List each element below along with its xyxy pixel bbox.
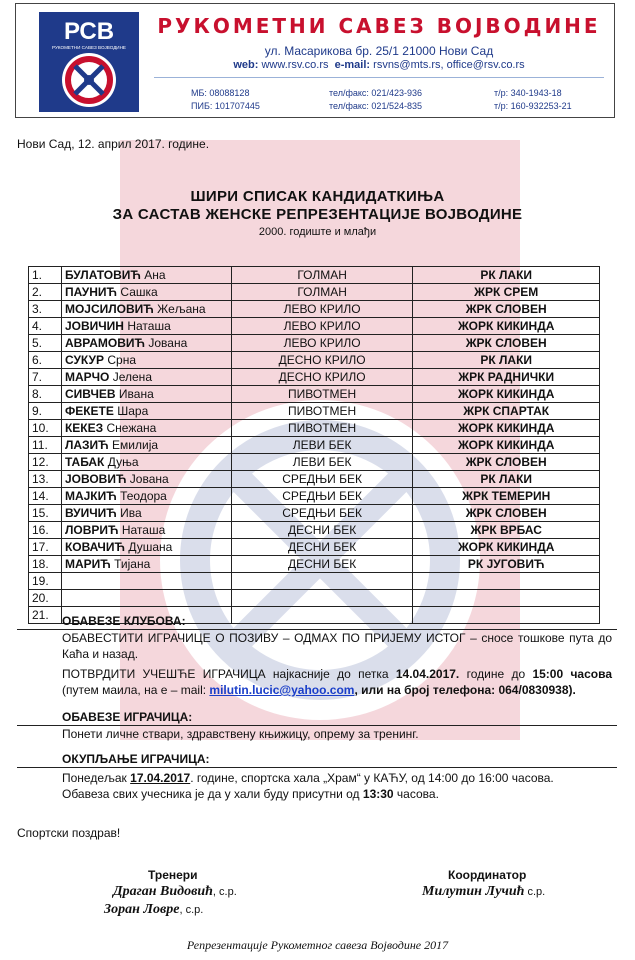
player-position-value: СРЕДЊИ БЕК [282, 506, 362, 520]
org-name: РУКОМЕТНИ САВЕЗ ВОЈВОДИНЕ [157, 14, 601, 38]
clubs-obligations-title: ОБАВЕЗЕ КЛУБОВА: [62, 614, 186, 628]
player-name [61, 522, 231, 539]
player-position-value: ГОЛМАН [297, 285, 347, 299]
player-position-value: ЛЕВИ БЕК [292, 438, 352, 452]
player-club-value: ЖРК РАДНИЧКИ [458, 370, 555, 384]
player-surname: ЛАЗИЋ [64, 438, 109, 452]
row-number-value: 19. [32, 574, 49, 588]
player-club [413, 437, 600, 454]
player-position-value: ПИВОТМЕН [288, 387, 357, 401]
confirm-time: 15:00 часова [532, 667, 612, 681]
gathering-line-2 [62, 786, 612, 802]
table-row [29, 420, 600, 437]
row-number-value: 17. [32, 540, 49, 554]
player-club [413, 590, 600, 607]
row-number-value: 10. [32, 421, 49, 435]
mb-number: МБ: 08088128 [191, 88, 250, 98]
row-number [29, 420, 62, 437]
player-club [413, 522, 600, 539]
row-number-value: 1. [32, 268, 43, 282]
player-club [413, 352, 600, 369]
clubs-obligation-confirm [62, 666, 612, 698]
player-first-name: Сашка [120, 285, 158, 299]
row-number [29, 607, 62, 624]
player-club-value: ЖРК СЛОВЕН [465, 506, 547, 520]
row-number [29, 437, 62, 454]
player-club [413, 335, 600, 352]
coordinator-name: Милутин Лучић [422, 884, 525, 899]
email-value[interactable]: rsvns@mts.rs, office@rsv.co.rs [373, 59, 525, 71]
player-club-value: ЖРК СПАРТАК [463, 404, 550, 418]
player-club [413, 471, 600, 488]
player-club [413, 403, 600, 420]
row-number-value: 9. [32, 404, 43, 418]
player-name [61, 437, 231, 454]
player-first-name: Јелена [112, 370, 152, 384]
email-label: e-mail: [334, 59, 371, 71]
player-name [61, 403, 231, 420]
player-club-value: ЖОРК КИКИНДА [457, 421, 555, 435]
player-position-value: ДЕСНИ БЕК [287, 557, 357, 571]
rsv-logo [39, 12, 139, 112]
player-position-value: ПИВОТМЕН [288, 404, 357, 418]
coach-2-signature [104, 902, 203, 918]
pib-number: ПИБ: 101707445 [191, 101, 260, 111]
table-row [29, 335, 600, 352]
player-surname: КОВАЧИЋ [64, 540, 125, 554]
player-club [413, 318, 600, 335]
player-position [231, 386, 413, 403]
player-position-value: ДЕСНИ БЕК [287, 523, 357, 537]
player-surname: МАРЧО [64, 370, 110, 384]
players-obligations-title: ОБАВЕЗЕ ИГРАЧИЦА: [62, 710, 193, 724]
player-name [61, 386, 231, 403]
page-footer: Репрезентације Рукометног савеза Војводине 2017 [186, 938, 449, 952]
row-number [29, 403, 62, 420]
row-number-value: 3. [32, 302, 43, 316]
player-club-value: ЖРК ВРБАС [470, 523, 542, 537]
document-subtitle: 2000. годиште и млађи [258, 226, 377, 238]
row-number [29, 352, 62, 369]
player-first-name: Тијана [114, 557, 151, 571]
player-club [413, 420, 600, 437]
player-first-name: Наташа [127, 319, 171, 333]
player-position-value: ЛЕВИ БЕК [292, 455, 352, 469]
coordinator-email-link[interactable]: milutin.lucic@yahoo.com [209, 683, 355, 697]
row-number [29, 471, 62, 488]
player-name [61, 420, 231, 437]
gathering-date: 17.04.2017 [130, 771, 191, 785]
coach-1-signature [113, 884, 237, 900]
confirm-text-d: , или на број телефона: 064/0830938). [354, 683, 576, 697]
document-title-line2: ЗА САСТАВ ЖЕНСКЕ РЕПРЕЗЕНТАЦИЈЕ ВОЈВОДИНЕ [112, 206, 523, 223]
table-row [29, 369, 600, 386]
player-name [61, 318, 231, 335]
player-position [231, 301, 413, 318]
row-number-value: 11. [32, 438, 48, 452]
table-row [29, 267, 600, 284]
player-club-value: ЖОРК КИКИНДА [457, 319, 555, 333]
player-position [231, 284, 413, 301]
confirm-date: 14.04.2017. [395, 667, 460, 681]
player-position [231, 369, 413, 386]
player-club-value: РК ЛАКИ [480, 353, 533, 367]
header-divider [154, 77, 604, 78]
player-first-name: Јована [129, 472, 169, 486]
row-number-value: 12. [32, 455, 49, 469]
coach-1-name: Драган Видовић [113, 884, 213, 899]
row-number-value: 18. [32, 557, 49, 571]
player-first-name: Ана [144, 268, 166, 282]
table-row [29, 437, 600, 454]
player-club-value: ЖОРК КИКИНДА [457, 438, 555, 452]
player-position-value: ДЕСНИ БЕК [287, 540, 357, 554]
row-number-value: 7. [32, 370, 43, 384]
player-first-name: Снежана [106, 421, 157, 435]
player-club [413, 607, 600, 624]
row-number-value: 20. [32, 591, 49, 605]
table-row [29, 403, 600, 420]
player-club-value: ЖРК СЛОВЕН [465, 302, 547, 316]
player-first-name: Ивана [118, 387, 154, 401]
player-first-name: Дуња [107, 455, 139, 469]
table-row [29, 590, 600, 607]
player-position [231, 556, 413, 573]
row-number-value: 4. [32, 319, 43, 333]
player-position-value: СРЕДЊИ БЕК [282, 472, 362, 486]
player-surname: МАЈКИЋ [64, 489, 117, 503]
player-first-name: Душана [128, 540, 173, 554]
player-club [413, 539, 600, 556]
row-number [29, 335, 62, 352]
player-surname: ВУИЧИЋ [64, 506, 117, 520]
player-name [61, 284, 231, 301]
registration-ids [191, 87, 260, 113]
row-number [29, 454, 62, 471]
player-name [61, 590, 231, 607]
player-position [231, 488, 413, 505]
table-row [29, 352, 600, 369]
player-position [231, 471, 413, 488]
player-surname: МОЈСИЛОВИЋ [64, 302, 154, 316]
player-surname: ЈОВИЧИН [64, 319, 124, 333]
player-club-value: ЖРК СРЕМ [474, 285, 539, 299]
player-club [413, 454, 600, 471]
row-number-value: 13. [32, 472, 49, 486]
row-number [29, 522, 62, 539]
row-number [29, 386, 62, 403]
presence-text-b: часова. [393, 787, 439, 801]
org-address: ул. Масарикова бр. 25/1 21000 Нови Сад [264, 44, 494, 58]
player-name [61, 369, 231, 386]
row-number-value: 6. [32, 353, 43, 367]
player-surname: ПАУНИЋ [64, 285, 118, 299]
player-club [413, 505, 600, 522]
player-name [61, 488, 231, 505]
row-number [29, 590, 62, 607]
player-first-name: Срна [107, 353, 137, 367]
gathering-day: Понедељак [62, 771, 131, 785]
player-position [231, 607, 413, 624]
player-club [413, 386, 600, 403]
web-label: web: [233, 59, 259, 71]
telfax-1: тел/факс: 021/423-936 [329, 88, 422, 98]
bank-accounts [494, 87, 572, 113]
row-number [29, 539, 62, 556]
player-surname: БУЛАТОВИЋ [64, 268, 141, 282]
player-name [61, 352, 231, 369]
player-position [231, 437, 413, 454]
player-first-name: Ива [120, 506, 142, 520]
web-value[interactable]: www.rsv.co.rs [261, 59, 329, 71]
player-position [231, 522, 413, 539]
row-number-value: 5. [32, 336, 43, 350]
table-row [29, 573, 600, 590]
document-title-line1: ШИРИ СПИСАК КАНДИДАТКИЊА [190, 188, 445, 205]
row-number [29, 505, 62, 522]
player-first-name: Жељана [157, 302, 206, 316]
player-first-name: Наташа [121, 523, 166, 537]
player-surname: СУКУР [64, 353, 105, 367]
players-obligation-text: Понети личне ствари, здравствену књижицу, опрему за тренинг. [62, 727, 419, 741]
player-first-name: Теодора [120, 489, 167, 503]
account-1: т/р: 340-1943-18 [494, 88, 562, 98]
player-name [61, 335, 231, 352]
player-position-value: ДЕСНО КРИЛО [278, 370, 366, 384]
coordinator-sr: с.р. [524, 886, 546, 898]
player-surname: ЈОВОВИЋ [64, 472, 127, 486]
player-club [413, 556, 600, 573]
org-contact [154, 59, 604, 71]
section-divider [17, 767, 617, 768]
player-position-value: ЛЕВО КРИЛО [283, 336, 361, 350]
player-name [61, 505, 231, 522]
gathering-line-1 [62, 770, 612, 786]
player-club-value: ЖРК СЛОВЕН [465, 455, 547, 469]
player-first-name: Шара [117, 404, 149, 418]
row-number [29, 301, 62, 318]
player-surname: АВРАМОВИЋ [64, 336, 146, 350]
player-name [61, 267, 231, 284]
player-position [231, 318, 413, 335]
player-club-value: РК ЛАКИ [480, 268, 533, 282]
player-surname: ФЕКЕТЕ [64, 404, 114, 418]
table-row [29, 284, 600, 301]
player-position-value: ГОЛМАН [297, 268, 347, 282]
table-row [29, 454, 600, 471]
player-position-value: ЛЕВО КРИЛО [283, 319, 361, 333]
player-surname: СИВЧЕВ [64, 387, 116, 401]
account-2: т/р: 160-932253-21 [494, 101, 572, 111]
coordinator-label: Координатор [448, 868, 527, 882]
gathering-title: ОКУПЉАЊЕ ИГРАЧИЦА: [62, 752, 210, 766]
player-position [231, 335, 413, 352]
player-position [231, 505, 413, 522]
confirm-text-c: (путем маила, на е – mail: [62, 683, 210, 697]
player-position-value: ПИВОТМЕН [288, 421, 357, 435]
player-surname: КЕКЕЗ [64, 421, 104, 435]
player-club-value: ЖОРК КИКИНДА [457, 540, 555, 554]
coaches-label: Тренери [148, 868, 198, 882]
player-name [61, 556, 231, 573]
player-first-name: Емилија [112, 438, 159, 452]
player-first-name: Јована [148, 336, 188, 350]
player-surname: МАРИЋ [64, 557, 111, 571]
table-row [29, 488, 600, 505]
confirm-text-b: године до [459, 667, 533, 681]
player-club [413, 488, 600, 505]
row-number [29, 267, 62, 284]
player-position [231, 539, 413, 556]
player-club [413, 267, 600, 284]
coach-2-sr: , с.р. [179, 904, 204, 916]
player-position [231, 590, 413, 607]
row-number-value: 8. [32, 387, 43, 401]
table-row [29, 522, 600, 539]
table-row [29, 318, 600, 335]
player-position [231, 573, 413, 590]
player-club [413, 369, 600, 386]
confirm-text-a: ПОТВРДИТИ УЧЕШЋЕ ИГРАЧИЦА најкасније до петка [62, 667, 396, 681]
player-club-value: РК ЈУГОВИЋ [467, 557, 545, 571]
table-row [29, 301, 600, 318]
player-surname: ТАБАК [64, 455, 105, 469]
row-number-value: 21. [32, 608, 49, 622]
gathering-venue: . године, спортска хала „Храм“ у КАЋУ, од 14:00 до 16:00 часова. [190, 771, 554, 785]
row-number [29, 556, 62, 573]
player-club-value: ЖРК ТЕМЕРИН [462, 489, 551, 503]
clubs-obligation-notify: ОБАВЕСТИТИ ИГРАЧИЦЕ О ПОЗИВУ – ОДМАХ ПО ПРИЈЕМУ ИСТОГ – сносе тошкове пута до Каћа и назад. [62, 631, 612, 661]
player-club-value: РК ЛАКИ [480, 472, 533, 486]
player-position [231, 267, 413, 284]
coordinator-signature [422, 884, 545, 900]
row-number-value: 16. [32, 523, 49, 537]
player-position [231, 454, 413, 471]
table-row [29, 539, 600, 556]
table-row [29, 471, 600, 488]
row-number-value: 14. [32, 489, 49, 503]
letterhead [15, 3, 615, 118]
player-club-value: ЖРК СЛОВЕН [465, 336, 547, 350]
player-club [413, 284, 600, 301]
row-number [29, 573, 62, 590]
player-name [61, 301, 231, 318]
row-number [29, 284, 62, 301]
row-number-value: 15. [32, 506, 49, 520]
player-position-value: СРЕДЊИ БЕК [282, 489, 362, 503]
player-name [61, 573, 231, 590]
row-number-value: 2. [32, 285, 43, 299]
logo-subtext: РУКОМЕТНИ САВЕЗ ВОЈВОДИНЕ [52, 45, 126, 50]
player-club [413, 573, 600, 590]
player-name [61, 471, 231, 488]
candidates-table [28, 266, 600, 624]
telfax-2: тел/факс: 021/524-835 [329, 101, 422, 111]
player-position [231, 403, 413, 420]
player-club-value: ЖОРК КИКИНДА [457, 387, 555, 401]
coach-1-sr: , с.р. [212, 886, 237, 898]
table-row [29, 505, 600, 522]
row-number [29, 318, 62, 335]
row-number [29, 369, 62, 386]
coach-2-name: Зоран Ловре [104, 902, 180, 917]
player-position-value: ДЕСНО КРИЛО [278, 353, 366, 367]
player-position [231, 352, 413, 369]
player-surname: ЛОВРИЋ [64, 523, 119, 537]
presence-time: 13:30 [362, 787, 394, 801]
phone-numbers [329, 87, 422, 113]
presence-text-a: Обавеза свих учесника је да у хали буду присутни од [62, 787, 363, 801]
player-position [231, 420, 413, 437]
row-number [29, 488, 62, 505]
table-row [29, 386, 600, 403]
player-name [61, 454, 231, 471]
player-club [413, 301, 600, 318]
closing-greeting: Спортски поздрав! [17, 826, 121, 840]
table-row [29, 556, 600, 573]
player-name [61, 539, 231, 556]
player-position-value: ЛЕВО КРИЛО [283, 302, 361, 316]
logo-text: РСВ [63, 18, 115, 45]
document-date: Нови Сад, 12. април 2017. године. [17, 137, 210, 151]
